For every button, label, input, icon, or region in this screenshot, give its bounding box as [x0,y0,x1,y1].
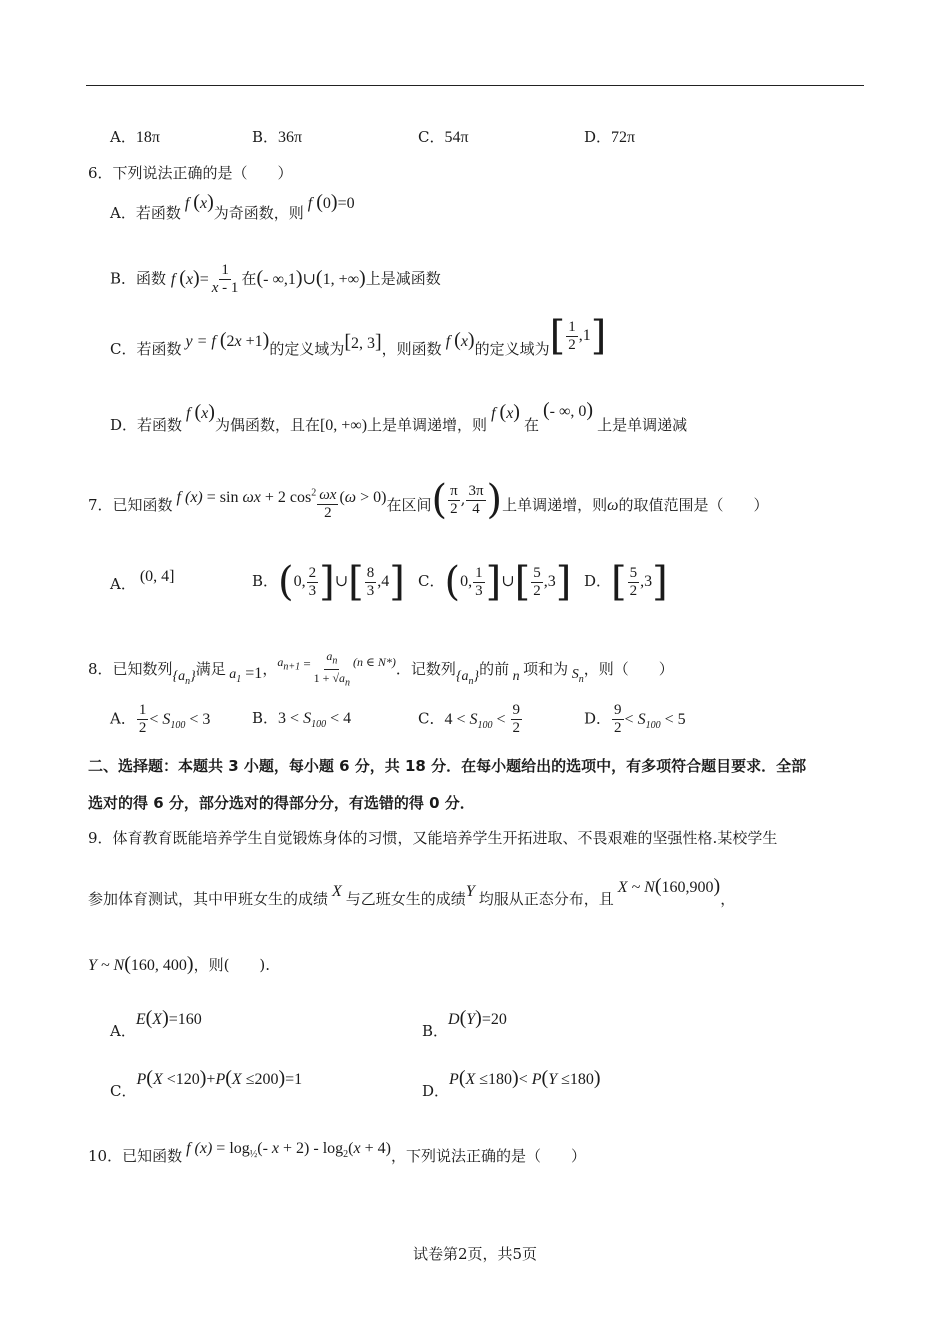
q8-option-b: B．$3 < S_{100} < 4$ [252,709,352,731]
q9-option-d: D．P(X ≤180)< P(Y ≤180) [422,1067,601,1100]
q9-line3: Y ~ N(160, 400)，则( ). [88,953,271,975]
q8-option-a: A． $\frac{1}{2}$ < $S_{100} < 3$ [110,702,211,736]
q7-option-a: A． (0, 4] [110,568,175,593]
q5-option-b: B．36π [252,128,303,146]
q7-option-b: B．(0, $\frac{2}{3}$ ]∪[ $\frac{8}{3}$ ,4] [252,559,405,605]
q9-option-b: B．D(Y)=20 [422,1007,507,1040]
q9-line2: 参加体育测试，其中甲班女生的成绩 X 与乙班女生的成绩Y 均服从正态分布，且 X ~ N(160,900)， [88,875,736,908]
q6-option-c: C．若函数 y = f (2x +1)的定义域为[2, 3]，则函数 f (x)的定义域为[ $\frac{1}{2}$ ,1] [110,313,607,359]
q7-stem: 7．已知函数 f (x) = sin ωx + 2 $\cos^2$ $\frac{\omega x}{2}$ (ω > 0)在区间( $\frac{\pi}{2}$ , $\frac{3\pi}{4}$ )上单调递增，则ω的取值范围是（ ） [88,477,769,523]
q5-option-d: D．72π [584,128,636,146]
q7-option-c: C．(0, $\frac{1}{3}$ ]∪[ $\frac{5}{2}$ ,3] [418,559,572,605]
q6-option-b: B．函数 f (x)= $\frac{1}{x - 1}$ 在(- ∞,1)∪(1, +∞)上是减函数 [110,262,441,296]
q8-option-c: C．$4 < S_{100}$ < $\frac{9}{2}$ [418,702,521,736]
q9-option-c: C．P(X <120)+P(X ≤200)=1 [110,1067,303,1100]
q6-option-d: D．若函数 f (x)为偶函数，且在[0, +∞)上是单调递增，则 f (x) 在 (- ∞, 0) 上是单调递减 [110,399,688,434]
q8-option-d: D． $\frac{9}{2}$ < $S_{100} < 5$ [584,702,686,736]
q9-line1: 9．体育教育既能培养学生自觉锻炼身体的习惯，又能培养学生开拓进取、不畏艰难的坚强性格.某校学生 [88,829,778,847]
q5-option-c: C．54π [418,128,469,146]
section2-heading-line2: 选对的得 6 分，部分选对的得部分分，有选错的得 0 分． [88,794,475,812]
header-rule [86,85,864,86]
page-footer: 试卷第2页，共5页 [412,1245,538,1263]
q6-stem: 6．下列说法正确的是（ ） [88,164,293,182]
q10-stem: 10．已知函数 f $(x) = \log_{\frac{1}{2}}(-$ $x + 2) - \log_2(x + 4)$，下列说法正确的是（ ） [88,1140,586,1165]
q5-option-a: A．18π [110,128,160,146]
q7-option-d: D．[ $\frac{5}{2}$ ,3] [584,559,668,605]
q6-option-a: A．若函数 f (x)为奇函数，则 f (0)=0 [110,191,355,222]
q9-option-a: A．E(X)=160 [110,1007,202,1040]
section2-heading-line1: 二、选择题：本题共 3 小题，每小题 6 分，共 18 分．在每小题给出的选项中，有多项符合题目要求．全部 [88,757,807,775]
q8-stem: 8．已知数列$\{a_n\}$满足 $a_1 =1$，$^{a_{n+1}}$ = $\frac{a_n}{1 + √a_n}$ $^{(n \in N*)}$．记数列$\{a_n\}$的前 n 项和为 $S_n$，则（ ） [88,649,674,689]
